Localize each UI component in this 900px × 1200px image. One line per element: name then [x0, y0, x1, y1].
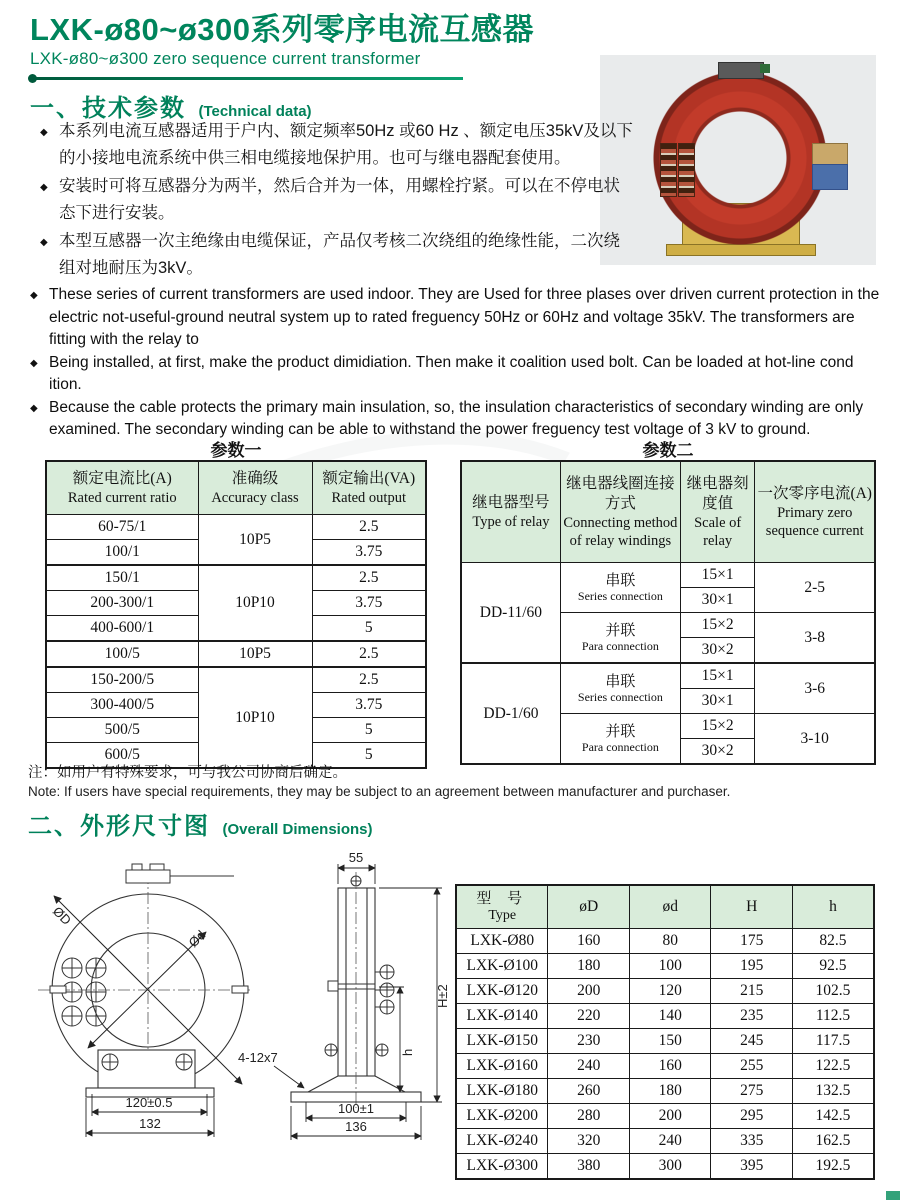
cell-od: 240 [629, 1129, 711, 1154]
dim-label-H: H±2 [435, 984, 450, 1008]
list-item [40, 118, 634, 172]
table-header-row [461, 461, 875, 563]
cell-accuracy: 10P5 [198, 515, 312, 566]
cell-ratio: 300-400/5 [46, 693, 198, 718]
cell-scale: 15×1 [680, 563, 755, 588]
cell-connection [560, 663, 680, 714]
table-row [46, 515, 426, 540]
dim-label-100: 100±1 [337, 1101, 375, 1116]
table1-title: 参数一 [210, 441, 262, 460]
cell-type: LXK-Ø140 [456, 1004, 548, 1029]
cell-ratio: 150-200/5 [46, 667, 198, 693]
cell-current: 3-10 [755, 714, 875, 765]
header-en: Connecting method of relay windings [563, 515, 678, 549]
cell-relay-type: DD-11/60 [461, 563, 560, 664]
cell-od: 180 [629, 1079, 711, 1104]
side-view-drawing [234, 846, 462, 1146]
header-cell: øD [548, 885, 630, 929]
cell-H: 245 [711, 1029, 793, 1054]
cell-scale: 15×2 [680, 714, 755, 739]
cell-scale: 30×1 [680, 588, 755, 613]
header-en: Rated current ratio [67, 490, 177, 506]
header-cell [456, 885, 548, 929]
bullet-text: Being installed, at first, make the product dimidiation. Then make it coalition used bolt. Can be loaded at hot-line cond ition. [49, 353, 854, 393]
cell-oD: 240 [548, 1054, 630, 1079]
cell-H: 255 [711, 1054, 793, 1079]
cell-scale: 30×1 [680, 689, 755, 714]
cell-accuracy: 10P10 [198, 565, 312, 641]
bullet-text: These series of current transformers are used indoor. They are Used for three plases over driven current protection in the electric not-useful-ground neutral system up to rated freguency 50Hz or 60Hz and voltage 35kV. The transformers are fitting with the relay to [49, 286, 880, 348]
note-zh: 注：如用户有特殊要求，可与我公司协商后确定。 [28, 765, 347, 781]
cell-current: 3-8 [755, 613, 875, 664]
list-item [40, 228, 634, 282]
photo-clamp-nub [760, 64, 770, 73]
header-zh: 继电器型号 [472, 494, 550, 511]
header-cell: H [711, 885, 793, 929]
bullet-list-zh [40, 118, 634, 283]
conn-zh: 串联 [605, 572, 636, 589]
page-title: LXK-ø80~ø300系列零序电流互感器 [30, 12, 535, 47]
table-row [456, 1029, 874, 1054]
page-subtitle: LXK-ø80~ø300 zero sequence current transformer [30, 49, 421, 68]
table-parameters-2 [460, 460, 876, 765]
cell-od: 100 [629, 954, 711, 979]
cell-current: 3-6 [755, 663, 875, 714]
bullet-text: 本系列电流互感器适用于户内、额定频率50Hz 或60 Hz 、额定电压35kV及以下的小接地电流系统中供三相电缆接地保护用。也可与继电器配套使用。 [59, 122, 633, 167]
cell-scale: 15×1 [680, 663, 755, 689]
cell-od: 200 [629, 1104, 711, 1129]
table-row [46, 667, 426, 693]
section2-title-en: (Overall Dimensions) [222, 821, 373, 838]
cell-ratio: 100/5 [46, 641, 198, 667]
table-dimensions [455, 884, 875, 1180]
table-header-row [456, 885, 874, 929]
conn-zh: 并联 [605, 622, 636, 639]
cell-h: 112.5 [792, 1004, 874, 1029]
header-cell [46, 461, 198, 515]
table-row [456, 1129, 874, 1154]
cell-type: LXK-Ø200 [456, 1104, 548, 1129]
cell-scale: 15×2 [680, 613, 755, 638]
cell-H: 235 [711, 1004, 793, 1029]
photo-top-clamp [718, 62, 764, 79]
header-en: Type [488, 908, 517, 923]
table-row [456, 954, 874, 979]
cell-ratio: 150/1 [46, 565, 198, 591]
table2-title: 参数二 [642, 441, 694, 460]
bullet-diamond-icon: ◆ [40, 182, 48, 193]
cell-od: 80 [629, 929, 711, 954]
cell-oD: 220 [548, 1004, 630, 1029]
cell-relay-type: DD-1/60 [461, 663, 560, 764]
underline-dot [28, 74, 37, 83]
cell-connection [560, 714, 680, 765]
cell-current: 2-5 [755, 563, 875, 613]
cell-scale: 30×2 [680, 739, 755, 765]
cell-ratio: 60-75/1 [46, 515, 198, 540]
table-row [456, 929, 874, 954]
header-zh: 额定输出(VA) [322, 470, 416, 487]
cell-od: 140 [629, 1004, 711, 1029]
cell-h: 92.5 [792, 954, 874, 979]
mounting-bracket [86, 1050, 214, 1097]
header-cell [312, 461, 426, 515]
bullet-text: Because the cable protects the primary main insulation, so, the insulation characteristics of secondary winding are only examined. The secondary winding can be able to withstand the power freguency test voltage of 3 kV to ground. [49, 398, 864, 438]
cell-ratio: 500/5 [46, 718, 198, 743]
dim-label-slot: 4-12x7 [238, 1050, 278, 1065]
photo-terminal-block [678, 143, 695, 197]
photo-toroid-ring [650, 68, 830, 248]
header-cell [680, 461, 755, 563]
dim-label-136: 136 [345, 1119, 367, 1134]
cell-H: 195 [711, 954, 793, 979]
cell-connection [560, 563, 680, 613]
dim-label-outer-diameter: ØD [49, 903, 75, 928]
cell-type: LXK-Ø150 [456, 1029, 548, 1054]
photo-nameplate-blue [812, 164, 848, 190]
dim-label-55: 55 [348, 850, 364, 865]
photo-nameplate [812, 143, 848, 165]
list-item [30, 397, 882, 442]
table-row [456, 1154, 874, 1180]
title-underline [30, 77, 463, 80]
page-corner-mark [886, 1191, 900, 1200]
cell-h: 142.5 [792, 1104, 874, 1129]
front-view-drawing [22, 846, 250, 1146]
cell-output: 2.5 [312, 565, 426, 591]
cell-oD: 320 [548, 1129, 630, 1154]
bullet-diamond-icon: ◆ [40, 237, 48, 248]
header-en: Rated output [331, 490, 406, 506]
cell-h: 192.5 [792, 1154, 874, 1180]
list-item [30, 284, 882, 352]
conn-en: Series connection [577, 588, 663, 603]
table-row [456, 1004, 874, 1029]
table-row [456, 1104, 874, 1129]
dim-label-inner-diameter: Ød [185, 927, 209, 951]
cell-H: 335 [711, 1129, 793, 1154]
dim-label-120: 120±0.5 [125, 1095, 173, 1110]
cell-h: 102.5 [792, 979, 874, 1004]
bullet-diamond-icon: ◆ [30, 290, 38, 301]
header-zh: 一次零序电流(A) [757, 485, 872, 502]
note-block [28, 763, 730, 801]
cell-type: LXK-Ø160 [456, 1054, 548, 1079]
list-item [40, 173, 634, 227]
cell-od: 300 [629, 1154, 711, 1180]
cell-h: 117.5 [792, 1029, 874, 1054]
conn-en: Series connection [577, 689, 663, 704]
cell-connection [560, 613, 680, 664]
cell-type: LXK-Ø240 [456, 1129, 548, 1154]
table-row [461, 663, 875, 689]
bullet-diamond-icon: ◆ [30, 357, 38, 369]
header-zh: 额定电流比(A) [72, 470, 172, 487]
bullet-list-en [30, 284, 882, 442]
cell-H: 175 [711, 929, 793, 954]
cell-scale: 30×2 [680, 638, 755, 664]
list-item [30, 352, 882, 397]
header-zh: 继电器刻度值 [686, 475, 749, 512]
header-cell [755, 461, 875, 563]
table-row [456, 1054, 874, 1079]
cell-type: LXK-Ø300 [456, 1154, 548, 1180]
table-row [456, 979, 874, 1004]
cell-oD: 200 [548, 979, 630, 1004]
cell-output: 5 [312, 743, 426, 769]
cell-H: 395 [711, 1154, 793, 1180]
table-header-row [46, 461, 426, 515]
cell-accuracy: 10P10 [198, 667, 312, 768]
header-zh: 型 号 [476, 891, 529, 907]
cell-ratio: 400-600/1 [46, 616, 198, 642]
cell-h: 132.5 [792, 1079, 874, 1104]
cell-oD: 260 [548, 1079, 630, 1104]
header-en: Type of relay [472, 514, 550, 530]
cell-ratio: 100/1 [46, 540, 198, 566]
cell-accuracy: 10P5 [198, 641, 312, 667]
header-cell: ød [629, 885, 711, 929]
conn-en: Para connection [581, 739, 659, 754]
table-row [461, 563, 875, 588]
cell-output: 2.5 [312, 667, 426, 693]
cell-output: 2.5 [312, 641, 426, 667]
cell-output: 5 [312, 718, 426, 743]
photo-terminal-block [660, 143, 677, 197]
cell-oD: 160 [548, 929, 630, 954]
section2-title-zh: 二、外形尺寸图 [28, 813, 210, 840]
header-en: Primary zero sequence current [765, 505, 864, 539]
cell-h: 122.5 [792, 1054, 874, 1079]
dim-label-h: h [400, 1048, 415, 1056]
conn-zh: 串联 [605, 673, 636, 690]
table-row [46, 565, 426, 591]
page-header [30, 12, 534, 69]
cell-H: 215 [711, 979, 793, 1004]
cell-type: LXK-Ø80 [456, 929, 548, 954]
product-photo [600, 55, 876, 265]
section1-title-zh: 一、技术参数 [30, 95, 186, 122]
conn-zh: 并联 [605, 723, 636, 740]
side-bolts [325, 965, 394, 1056]
cell-oD: 180 [548, 954, 630, 979]
table-row [456, 1079, 874, 1104]
dim-label-132: 132 [139, 1116, 161, 1131]
bullet-diamond-icon: ◆ [40, 127, 48, 138]
table-row [46, 641, 426, 667]
cell-h: 82.5 [792, 929, 874, 954]
cell-output: 3.75 [312, 591, 426, 616]
header-cell: h [792, 885, 874, 929]
cell-H: 295 [711, 1104, 793, 1129]
cell-output: 3.75 [312, 693, 426, 718]
cell-oD: 380 [548, 1154, 630, 1180]
conn-en: Para connection [581, 638, 659, 653]
cell-ratio: 200-300/1 [46, 591, 198, 616]
header-cell [461, 461, 560, 563]
header-en: Accuracy class [211, 490, 299, 506]
cell-od: 150 [629, 1029, 711, 1054]
top-terminal [126, 864, 234, 883]
bullet-text: 安装时可将互感器分为两半，然后合并为一体，用螺栓拧紧。可以在不停电状态下进行安装。 [59, 177, 620, 222]
cell-ratio: 600/5 [46, 743, 198, 769]
cell-type: LXK-Ø100 [456, 954, 548, 979]
cell-type: LXK-Ø120 [456, 979, 548, 1004]
header-cell [198, 461, 312, 515]
note-en: Note: If users have special requirements, they may be subject to an agreement between manufacturer and purchaser. [28, 784, 731, 799]
cell-output: 3.75 [312, 540, 426, 566]
cell-oD: 280 [548, 1104, 630, 1129]
header-zh: 继电器线圈连接方式 [566, 475, 675, 512]
header-cell [560, 461, 680, 563]
cell-od: 160 [629, 1054, 711, 1079]
section-overall-dimensions-heading [28, 806, 373, 841]
cell-H: 275 [711, 1079, 793, 1104]
cell-h: 162.5 [792, 1129, 874, 1154]
bullet-diamond-icon: ◆ [30, 402, 38, 414]
cell-output: 5 [312, 616, 426, 642]
left-terminal-screws [62, 958, 106, 1026]
cell-output: 2.5 [312, 515, 426, 540]
cell-od: 120 [629, 979, 711, 1004]
cell-type: LXK-Ø180 [456, 1079, 548, 1104]
cell-oD: 230 [548, 1029, 630, 1054]
bullet-text: 本型互感器一次主绝缘由电缆保证，产品仅考核二次绕组的绝缘性能，二次绕组对地耐压为3kV。 [59, 232, 620, 277]
header-zh: 准确级 [231, 470, 279, 487]
table-parameters-1 [45, 460, 427, 769]
header-en: Scale of relay [694, 515, 742, 549]
section1-title-en: (Technical data) [198, 103, 312, 120]
